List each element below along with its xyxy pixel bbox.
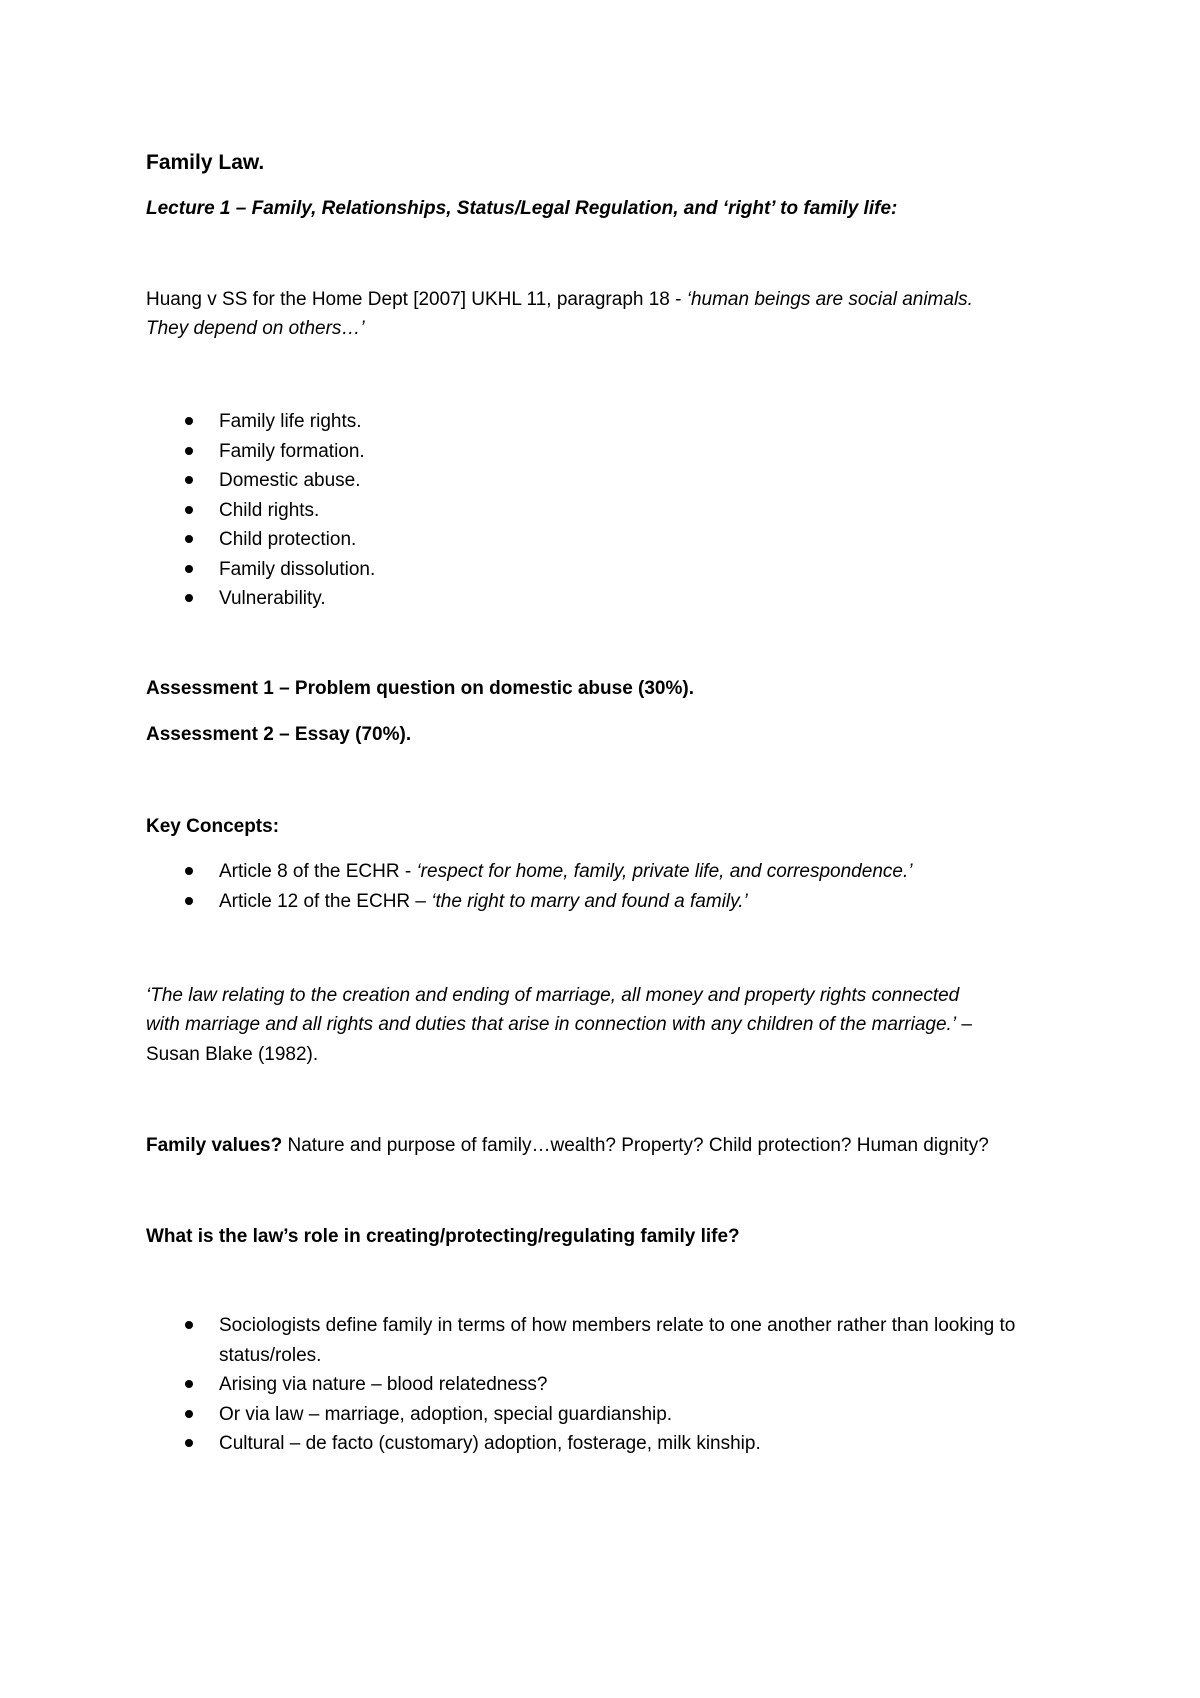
huang-citation: Huang v SS for the Home Dept [2007] UKHL 11, paragraph 18 -: [146, 289, 687, 310]
law-role-heading: What is the law’s role in creating/protecting/regulating family life?: [146, 1226, 740, 1247]
huang-citation-line: [146, 285, 973, 315]
list-item: Family dissolution.: [146, 555, 375, 585]
blake-quote-line-2: with marriage and all rights and duties that arise in connection with any children of the marriage.’ –: [146, 1014, 972, 1035]
list-item: Domestic abuse.: [146, 466, 375, 496]
key-concepts-list: [146, 857, 912, 916]
blake-quote-line-1: ‘The law relating to the creation and ending of marriage, all money and property rights connected: [146, 985, 960, 1006]
list-item: Article 8 of the ECHR - ‘respect for home, family, private life, and correspondence.’: [146, 857, 912, 887]
list-item: Family formation.: [146, 437, 375, 467]
topics-list: [146, 407, 375, 614]
bullet-icon: [185, 476, 193, 484]
bullet-icon: [185, 1439, 193, 1447]
list-item: Family life rights.: [146, 407, 375, 437]
bullet-icon: [185, 447, 193, 455]
list-item: Article 12 of the ECHR – ‘the right to marry and found a family.’: [146, 887, 912, 917]
bullet-icon: [185, 1321, 193, 1329]
bullet-icon: [185, 1410, 193, 1418]
assessment-1: Assessment 1 – Problem question on domestic abuse (30%).: [146, 678, 694, 699]
family-values-label: Family values?: [146, 1135, 283, 1156]
list-item: Sociologists define family in terms of how members relate to one another rather than looking to status/roles.: [146, 1311, 1019, 1370]
blake-attribution: Susan Blake (1982).: [146, 1044, 319, 1065]
list-item: Child protection.: [146, 525, 375, 555]
list-item: Arising via nature – blood relatedness?: [146, 1370, 1019, 1400]
bullet-icon: [185, 867, 193, 875]
list-item: Vulnerability.: [146, 584, 375, 614]
bullet-icon: [185, 506, 193, 514]
lecture-heading: Lecture 1 – Family, Relationships, Status/Legal Regulation, and ‘right’ to family life:: [146, 198, 898, 219]
assessment-2: Assessment 2 – Essay (70%).: [146, 724, 412, 745]
bullet-icon: [185, 897, 193, 905]
list-item: Or via law – marriage, adoption, special guardianship.: [146, 1400, 1019, 1430]
bullet-icon: [185, 565, 193, 573]
list-item: Cultural – de facto (customary) adoption, fosterage, milk kinship.: [146, 1429, 1019, 1459]
bullet-icon: [185, 535, 193, 543]
family-values-line: Family values? Nature and purpose of family…wealth? Property? Child protection? Human dignity?: [146, 1135, 989, 1156]
key-concepts-heading: Key Concepts:: [146, 816, 280, 837]
huang-quote-part2: They depend on others…’: [146, 318, 365, 339]
document-title: Family Law.: [146, 151, 265, 174]
bullet-icon: [185, 417, 193, 425]
bullet-icon: [185, 1380, 193, 1388]
bullet-icon: [185, 594, 193, 602]
list-item: Child rights.: [146, 496, 375, 526]
huang-quote-part1: ‘human beings are social animals.: [686, 289, 973, 310]
sociology-list: [146, 1311, 1019, 1459]
